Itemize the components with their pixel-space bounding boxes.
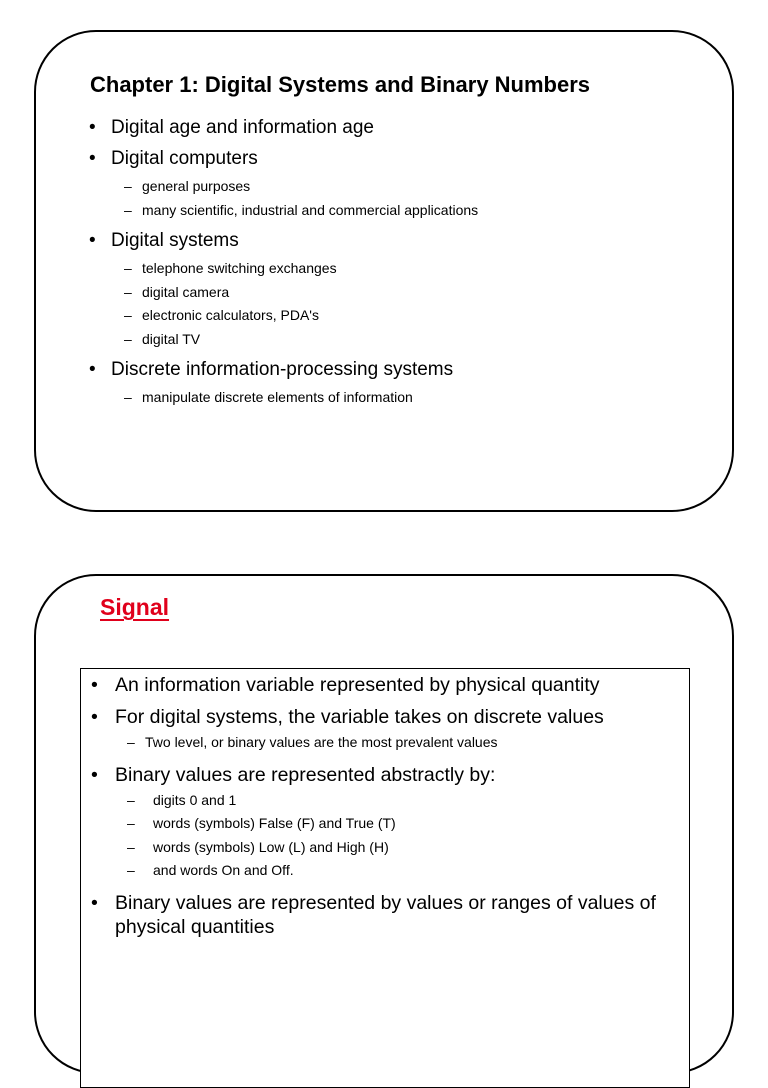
list-item-text: Digital systems bbox=[111, 230, 239, 251]
list-item bbox=[89, 705, 679, 755]
sub-list-item bbox=[127, 731, 679, 755]
sub-list bbox=[115, 731, 679, 755]
list-item-text: For digital systems, the variable takes on discrete values bbox=[115, 706, 604, 728]
slide-chapter-1 bbox=[34, 30, 734, 512]
sub-item-text: electronic calculators, PDA's bbox=[142, 307, 319, 323]
dash-icon: – bbox=[124, 260, 132, 276]
list-item bbox=[86, 116, 706, 140]
sub-list-item bbox=[124, 257, 706, 281]
list-item-text: Binary values are represented abstractly by: bbox=[115, 763, 496, 786]
sub-item-text: words (symbols) Low (L) and High (H) bbox=[153, 838, 389, 855]
sub-list-item bbox=[124, 386, 706, 410]
sub-list bbox=[111, 386, 706, 410]
content-box bbox=[80, 668, 690, 1088]
list-item-text: Binary values are represented by values or ranges of values of physical quantities bbox=[115, 891, 656, 938]
list-item-text: Digital computers bbox=[111, 148, 258, 169]
sub-list-item bbox=[124, 199, 706, 223]
dash-icon: – bbox=[124, 330, 132, 347]
bullet-icon: • bbox=[89, 148, 96, 169]
dash-icon: – bbox=[127, 838, 135, 855]
sub-item-text: digital camera bbox=[142, 283, 230, 300]
sub-list bbox=[115, 789, 679, 883]
bullet-icon: • bbox=[91, 674, 98, 696]
sub-item-text: digital TV bbox=[142, 330, 201, 347]
list-item bbox=[89, 891, 679, 939]
dash-icon: – bbox=[124, 307, 132, 323]
sub-item-text: words (symbols) False (F) and True (T) bbox=[153, 815, 396, 831]
sub-item-text: telephone switching exchanges bbox=[142, 260, 337, 276]
dash-icon: – bbox=[127, 734, 135, 750]
sub-item-text: general purposes bbox=[142, 178, 251, 194]
bullet-icon: • bbox=[89, 230, 96, 251]
slide-title: Chapter 1: Digital Systems and Binary Numbers bbox=[90, 72, 591, 97]
dash-icon: – bbox=[124, 178, 132, 194]
sub-list-item bbox=[124, 328, 706, 352]
dash-icon: – bbox=[124, 389, 132, 405]
sub-list-item bbox=[127, 789, 679, 813]
sub-item-text: and words On and Off. bbox=[153, 862, 294, 878]
list-item bbox=[89, 673, 679, 697]
slide-title: Signal bbox=[100, 594, 170, 620]
dash-icon: – bbox=[127, 815, 135, 831]
list-item-text: Discrete information-processing systems bbox=[111, 359, 454, 380]
dash-icon: – bbox=[124, 201, 132, 218]
bullet-list bbox=[86, 116, 706, 410]
sub-list bbox=[111, 175, 706, 222]
sub-list bbox=[111, 257, 706, 351]
slide-signal bbox=[34, 574, 734, 1074]
bullet-icon: • bbox=[91, 706, 98, 728]
bullet-icon: • bbox=[91, 763, 98, 786]
sub-item-text: digits 0 and 1 bbox=[153, 791, 237, 808]
list-item bbox=[86, 147, 706, 222]
list-item bbox=[86, 229, 706, 351]
sub-list-item bbox=[124, 281, 706, 305]
dash-icon: – bbox=[127, 791, 135, 808]
dash-icon: – bbox=[127, 862, 135, 878]
sub-list-item bbox=[127, 859, 679, 883]
sub-list-item bbox=[124, 304, 706, 328]
dash-icon: – bbox=[124, 283, 132, 300]
list-item-text: Digital age and information age bbox=[111, 117, 375, 138]
bullet-icon: • bbox=[91, 891, 98, 914]
sub-item-text: Two level, or binary values are the most prevalent values bbox=[145, 734, 498, 750]
sub-list-item bbox=[127, 836, 679, 860]
bullet-icon: • bbox=[89, 359, 96, 380]
bullet-icon: • bbox=[89, 117, 96, 138]
bullet-list bbox=[89, 673, 679, 939]
list-item bbox=[89, 763, 679, 883]
sub-item-text: many scientific, industrial and commercial applications bbox=[142, 201, 479, 218]
sub-list-item bbox=[127, 812, 679, 836]
sub-list-item bbox=[124, 175, 706, 199]
sub-item-text: manipulate discrete elements of information bbox=[142, 389, 413, 405]
list-item-text: An information variable represented by physical quantity bbox=[115, 674, 600, 696]
list-item bbox=[86, 358, 706, 410]
